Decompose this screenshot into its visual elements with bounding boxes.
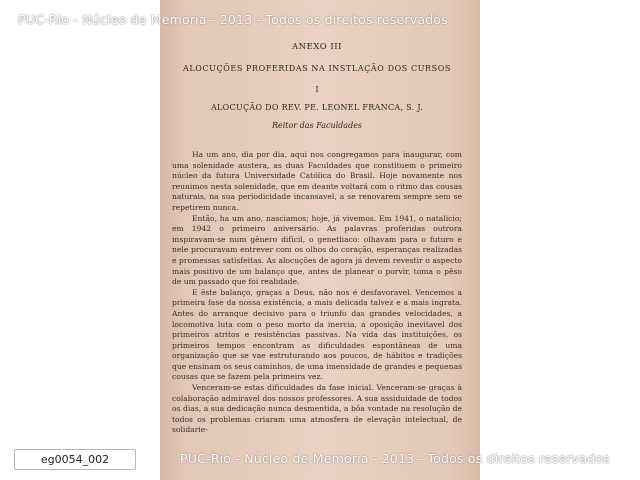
show-through-marks <box>460 200 480 360</box>
paragraph: Venceram-se estas dificuldades da fase inicial. Venceram-se graças à colaboração admiravel dos nossos professores. A sua assiduidade de todos os dias, a sua dedicação nunca desmentida, a bôa vontade na resolução de todos os problemas criaram uma atmosfera de elevação intelectual, de solidarie- <box>172 383 462 435</box>
watermark-top: PUC-Rio - Núcleo de Memória - 2013 - Todos os direitos reservados <box>18 12 448 27</box>
section-title: ALOCUÇÕES PROFERIDAS NA INSTLAÇÃO DOS CURSOS <box>183 64 451 73</box>
section-number: I <box>315 85 319 94</box>
left-margin <box>0 0 160 480</box>
speaker-role: Reitor das Faculdades <box>271 121 363 130</box>
paragraph: E êste balanço, graças a Deus, não nos é desfavoravel. Vencemos a primeira fase da nossa existência, a mais delicada talvez e a mais ingrata. Antes do arranque decisivo para o triunfo das grandes velocidades, a locomotiva luta com o peso morto da inercia, a oposição inevitavel dos primeiros atritos e resistências passivas. Na vida das instituições, os primeiros tempos encontram as dificuldades espontâneas de uma organização que se vae estruturando aos poucos, de hábitos e tradições que ensinam os seus caminhos, de uma imensidade de grandes e pequenas cousas que se fazem pela primeira vez. <box>172 287 462 382</box>
paragraph: Ha um ano, dia por dia, aqui nos congregamos para inaugurar, com uma solenidade austera, as duas Faculdades que constituem o primeiro núcleo da futura Universidade Católica do Brasil. Hoje novamente nos reunimos nesta solenidade, que em deante voltará com o ritmo das cousas naturais, na sua periodicidade incansavel, a se renovarem sempre sem se repetirem nunca. <box>172 150 462 212</box>
speech-title: ALOCUÇÃO DO REV. PE. LEONEL FRANCA, S. J. <box>210 103 424 112</box>
speech-body <box>172 150 462 436</box>
annex-title: ANEXO III <box>292 42 342 52</box>
right-margin <box>480 0 640 480</box>
watermark-bottom: PUC-Rio - Núcleo de Memória - 2013 - Todos os direitos reservados <box>180 451 610 466</box>
document-id-label: eg0054_002 <box>14 449 136 470</box>
scanned-page <box>160 0 480 480</box>
paragraph: Então, ha um ano, nasciamos; hoje, já vivemos. Em 1941, o natalicio; em 1942 o primeiro aniversário. As palavras proferidas outrora inspiravam-se num gênero difícil, o genetliaco: olhavam para o futuro e nele procuravam entrever com os olhos do coração, esperanças realizadas e promessas satisfeitas. As alocuções de agora já devem revestir o aspecto mais positivo de um balanço que, antes de planear o porvir, toma o pêso de um passado que foi realidade. <box>172 213 462 287</box>
